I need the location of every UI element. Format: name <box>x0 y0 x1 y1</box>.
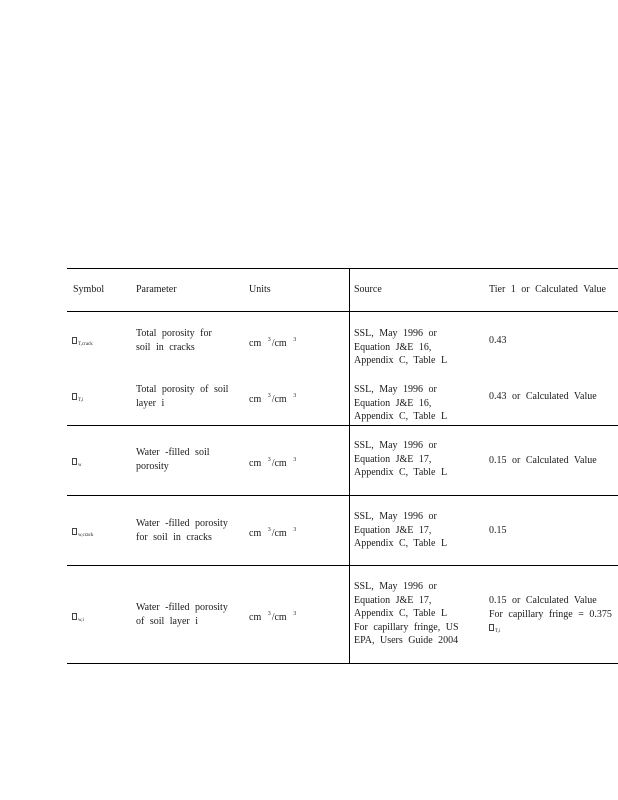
theta-glyph-icon <box>72 337 77 344</box>
units-cell: cm $^3$/cm $^3$ <box>249 527 297 539</box>
row-divider <box>67 495 618 496</box>
source-cell: SSL, May 1996 or Equation J&E 17, Appendix C, Table L <box>354 440 448 478</box>
value-cell: 0.43 <box>489 335 507 346</box>
row-divider <box>67 565 618 566</box>
theta-glyph-icon <box>489 624 494 631</box>
header-value: Tier 1 or Calculated Value <box>489 284 606 295</box>
units-cell: cm $^3$/cm $^3$ <box>249 393 297 405</box>
value-cell: 0.15 or Calculated Value <box>489 455 597 466</box>
theta-glyph-icon <box>72 393 77 400</box>
value-cell: 0.43 or Calculated Value <box>489 391 597 402</box>
value-symbol: T,i <box>489 621 612 639</box>
value-cell: 0.15 or Calculated Value For capillary fringe = 0.375 $_{T,i}$ <box>489 594 612 639</box>
header-bottom-rule <box>67 311 618 312</box>
header-source: Source <box>354 284 382 295</box>
units-cell: cm $^3$/cm $^3$ <box>249 611 297 623</box>
theta-glyph-icon <box>72 528 77 535</box>
parameter-cell: Water -filled soil porosity <box>136 447 210 472</box>
symbol-cell: w,crack <box>72 525 93 543</box>
theta-glyph-icon <box>72 613 77 620</box>
symbol-cell: T,i <box>72 390 83 408</box>
parameter-cell: Total porosity for soil in cracks <box>136 328 212 353</box>
theta-glyph-icon <box>72 458 77 465</box>
units-cell: cm $^3$/cm $^3$ <box>249 457 297 469</box>
parameter-cell: Water -filled porosity for soil in cracks <box>136 518 228 543</box>
source-cell: SSL, May 1996 or Equation J&E 17, Appendix C, Table L For capillary fringe, US EPA, Users Guide 2004 <box>354 581 459 646</box>
source-cell: SSL, May 1996 or Equation J&E 16, Appendix C, Table L <box>354 328 448 366</box>
symbol-cell: w <box>72 455 82 473</box>
symbol-cell: w,i <box>72 610 84 628</box>
column-divider <box>349 268 350 663</box>
row-divider <box>67 425 618 426</box>
parameter-cell: Total porosity of soil layer i <box>136 384 229 409</box>
source-cell: SSL, May 1996 or Equation J&E 17, Appendix C, Table L <box>354 511 448 549</box>
header-symbol: Symbol <box>73 284 105 295</box>
source-cell: SSL, May 1996 or Equation J&E 16, Appendix C, Table L <box>354 384 448 422</box>
table-top-rule <box>67 268 618 269</box>
units-cell: cm $^3$/cm $^3$ <box>249 337 297 349</box>
value-cell: 0.15 <box>489 525 507 536</box>
table-bottom-rule <box>67 663 618 664</box>
header-parameter: Parameter <box>136 284 177 295</box>
header-units: Units <box>249 284 271 295</box>
parameter-cell: Water -filled porosity of soil layer i <box>136 602 228 627</box>
symbol-cell: T,crack <box>72 334 93 352</box>
